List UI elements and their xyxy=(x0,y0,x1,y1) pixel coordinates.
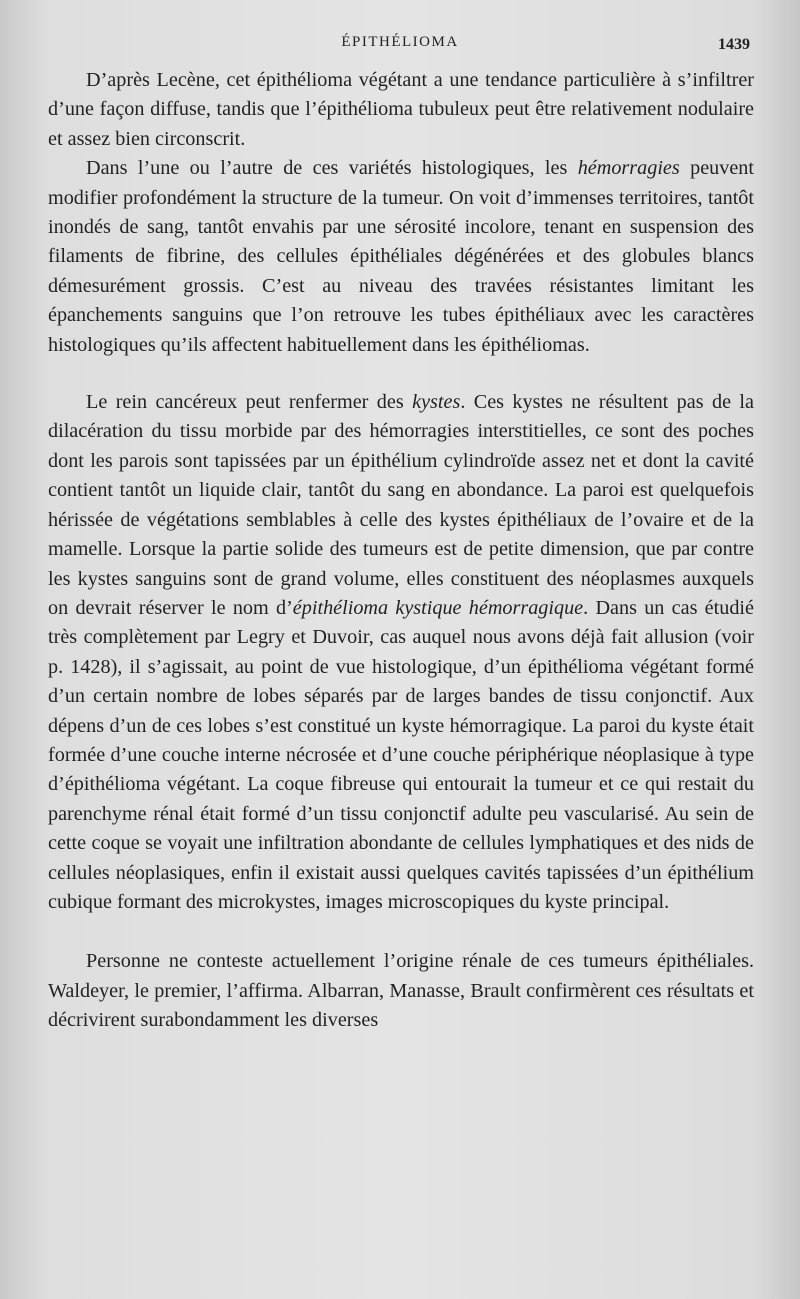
paragraph-text: Personne ne conteste actuellement l’origine rénale de ces tumeurs épithéliales. Waldeyer, le premier, l’affirma. Albarran, Manasse, Brault confirmèrent ces résultats et décrivirent surabondamment les diverses xyxy=(48,950,754,1032)
page-number: 1439 xyxy=(718,36,750,53)
italic-term-epithelioma-kystique: épithélioma kystique hémorragique xyxy=(292,596,584,619)
paragraph-kystes xyxy=(48,388,754,917)
paragraph-text: . Ces kystes ne résultent pas de la dilacération du tissu morbide par des hémorragies interstitielles, ce sont des poches dont les parois sont tapissées par un épithélium cylindroïde assez net et dont la cavité contient tantôt un liquide clair, tantôt du sang en abondance. La paroi est quelquefois hérissée de végétations semblables à celle des kystes épithéliaux de l’ovaire et de la mamelle. Lorsque la partie solide des tumeurs est de petite dimension, que par contre les kystes sanguins sont de grand volume, elles constituent des néoplasmes auxquels on devrait réserver le nom d’ xyxy=(48,391,754,619)
paragraph-lecene xyxy=(48,66,754,154)
paragraph-hemorragies xyxy=(48,154,754,360)
body-text xyxy=(48,66,754,1036)
paragraph-text: D’après Lecène, cet épithélioma végétant a une tendance particulière à s’infiltrer d’une façon diffuse, tandis que l’épithélioma tubuleux peut être relativement nodulaire et assez bien circonscrit. xyxy=(48,69,754,150)
italic-term-kystes: kystes xyxy=(412,391,461,414)
paragraph-text: peuvent modifier profondément la structure de la tumeur. On voit d’immenses territoires, tantôt inondés de sang, tantôt envahis par une sérosité incolore, tenant en suspension des filaments de fibrine, des cellules épithéliales dégénérées et des globules blancs démesurément grossis. C’est au niveau des travées résistantes limitant les épanchements sanguins que l’on retrouve les tubes épithéliaux avec les caractères histologiques qu’ils affectent habituellement dans les épithéliomas. xyxy=(48,157,754,356)
paragraph-text: . Dans un cas étudié très complètement par Legry et Duvoir, cas auquel nous avons déjà fait allusion (voir p. 1428), il s’agissait, au point de vue histologique, d’un épithélioma végétant formé d’un certain nombre de lobes séparés par de larges bandes de tissu conjonctif. Aux dépens d’un de ces lobes s’est constitué un kyste hémorragique. La paroi du kyste était formée d’une couche interne nécrosée et d’une couche périphérique néoplasique à type d’épithélioma végétant. La coque fibreuse qui entourait la tumeur et ce qui restait du parenchyme rénal était formé d’un tissu conjonctif adulte peu vascularisé. Au sein de cette coque se voyait une infiltration abondante de cellules lymphatiques et des nids de cellules néoplasiques, enfin il existait aussi quelques cavités tapissées d’un épithélium cubique formant des microkystes, images microscopiques du kyste principal. xyxy=(48,596,755,913)
page-header xyxy=(40,32,760,56)
italic-term-hemorragies: hémorragies xyxy=(577,157,680,180)
paragraph-text: Le rein cancéreux peut renfermer des xyxy=(86,391,413,414)
running-head: ÉPITHÉLIOMA xyxy=(341,34,459,50)
paragraph-origine-renale xyxy=(48,947,754,1035)
paragraph-text: Dans l’une ou l’autre de ces variétés histologiques, les xyxy=(86,157,578,180)
